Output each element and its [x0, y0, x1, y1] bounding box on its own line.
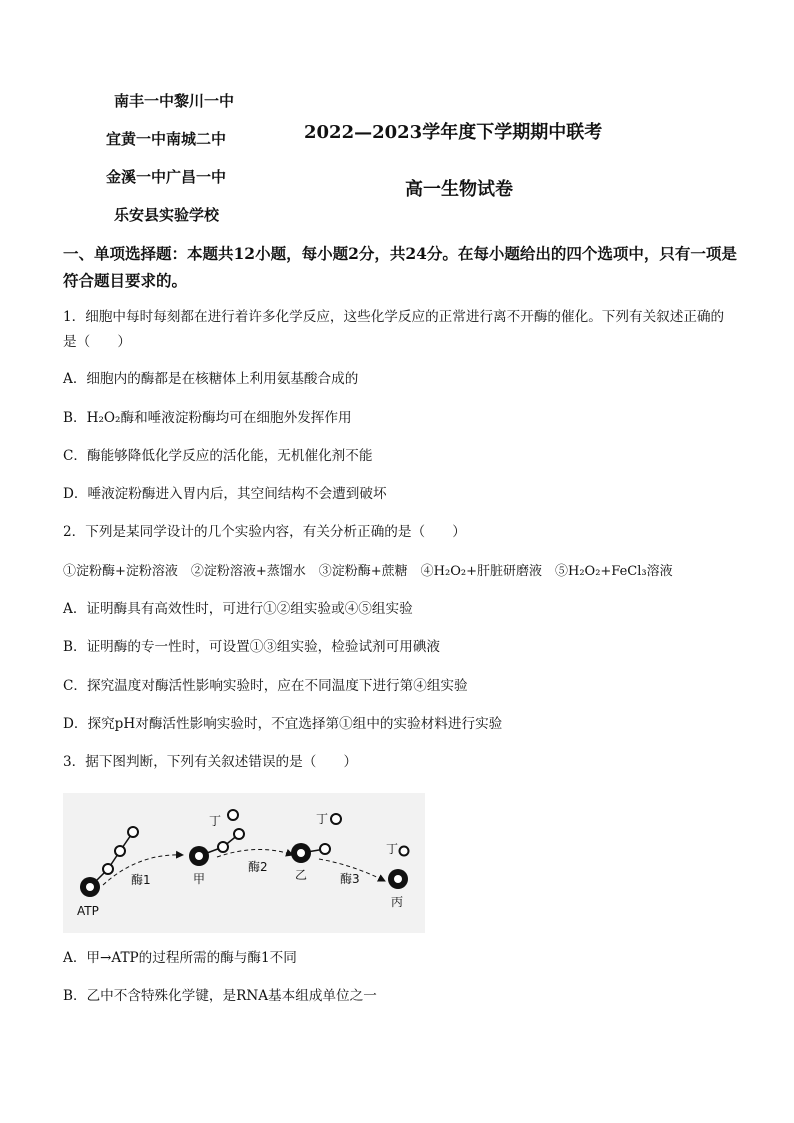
enzyme2-label: 酶2: [248, 860, 268, 874]
bing-label: 丙: [391, 895, 404, 909]
question-2-option-b: B．证明酶的专一性时，可设置①③组实验，检验试剂可用碘液: [63, 639, 441, 655]
yi-label: 乙: [295, 868, 308, 882]
question-1-option-b: B．H₂O₂酶和唾液淀粉酶均可在细胞外发挥作用: [63, 410, 352, 426]
question-2-option-a: A．证明酶具有高效性时，可进行①②组实验或④⑤组实验: [63, 601, 413, 617]
exam-subtitle: 高一生物试卷: [405, 179, 513, 200]
school-line-1: 南丰一中黎川一中: [114, 92, 235, 110]
question-1-option-c: C．酶能够降低化学反应的活化能，无机催化剂不能: [63, 448, 373, 464]
ding-label-2: 丁: [316, 812, 329, 826]
question-3-option-b: B．乙中不含特殊化学键，是RNA基本组成单位之一: [63, 988, 377, 1004]
question-1-stem: 1．细胞中每时每刻都在进行着许多化学反应，这些化学反应的正常进行离不开酶的催化。下列有关叙述正确的是（ ）: [63, 309, 725, 350]
enzyme1-label: 酶1: [131, 873, 151, 887]
exam-title: 2022—2023学年度下学期期中联考: [304, 122, 603, 143]
school-line-2: 宜黄一中南城二中: [106, 130, 227, 148]
section-heading: 一、单项选择题：本题共12小题，每小题2分，共24分。在每小题给出的四个选项中，只有一项是符合题目要求的。: [63, 244, 737, 290]
question-3-option-a: A．甲→ATP的过程所需的酶与酶1不同: [63, 950, 297, 966]
ding-label-1: 丁: [209, 814, 222, 828]
question-1-option-a: A．细胞内的酶都是在核糖体上利用氨基酸合成的: [63, 371, 359, 387]
atp-molecule: [80, 827, 138, 897]
ding-label-3: 丁: [386, 842, 399, 856]
school-line-4: 乐安县实验学校: [114, 206, 220, 224]
enzyme3-label: 酶3: [340, 872, 360, 886]
question-3-stem: 3．据下图判断，下列有关叙述错误的是（ ）: [63, 754, 358, 770]
question-2-option-d: D．探究pH对酶活性影响实验时，不宜选择第①组中的实验材料进行实验: [63, 716, 503, 732]
atp-diagram-svg: [63, 793, 425, 933]
school-line-3: 金溪一中广昌一中: [106, 168, 227, 186]
atp-label: ATP: [77, 904, 99, 918]
arrow-enzyme2: [217, 849, 293, 857]
question-1-option-d: D．唾液淀粉酶进入胃内后，其空间结构不会遭到破坏: [63, 486, 387, 502]
jia-label: 甲: [193, 872, 206, 886]
question-2-option-c: C．探究温度对酶活性影响实验时，应在不同温度下进行第④组实验: [63, 678, 468, 694]
question-2-materials: ①淀粉酶+淀粉溶液 ②淀粉溶液+蒸馏水 ③淀粉酶+蔗糖 ④H₂O₂+肝脏研磨液 ⑤H₂O₂+FeCl₃溶液: [63, 564, 673, 579]
question-2-stem: 2．下列是某同学设计的几个实验内容，有关分析正确的是（ ）: [63, 524, 466, 540]
atp-hydrolysis-diagram: [63, 793, 425, 933]
